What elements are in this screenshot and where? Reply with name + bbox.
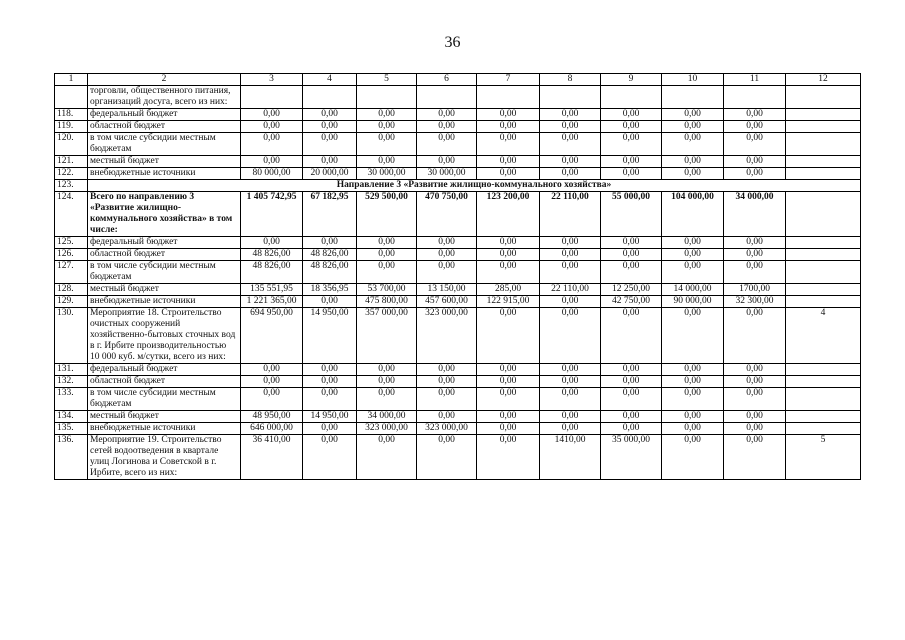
table-row: [55, 237, 861, 249]
row-name: Всего по направлению 3 «Развитие жилищно-коммунального хозяйства» в том числе:: [88, 192, 241, 237]
value-cell: 0,00: [477, 261, 540, 284]
column-number-row: [55, 74, 861, 86]
value-cell: 0,00: [477, 435, 540, 480]
value-cell: 0,00: [601, 237, 662, 249]
value-cell: 1 221 365,00: [241, 296, 303, 308]
row-number: 135.: [55, 423, 88, 435]
section-heading: Направление 3 «Развитие жилищно-коммунального хозяйства»: [88, 180, 861, 192]
table-row: [55, 296, 861, 308]
row-number: 131.: [55, 364, 88, 376]
indicator-cell: [786, 168, 861, 180]
value-cell: 285,00: [477, 284, 540, 296]
table-row: [55, 423, 861, 435]
value-cell: 0,00: [477, 109, 540, 121]
value-cell: 0,00: [540, 261, 601, 284]
value-cell: 529 500,00: [357, 192, 417, 237]
value-cell: 42 750,00: [601, 296, 662, 308]
value-cell: 0,00: [601, 168, 662, 180]
value-cell: 30 000,00: [417, 168, 477, 180]
row-number: 133.: [55, 388, 88, 411]
value-cell: 14 950,00: [303, 308, 357, 364]
row-name: Мероприятие 18. Строительство очистных сооружений хозяйственно-бытовых сточных вод в г. Ирбите производительностью 10 000 куб. м/сутки, всего из них:: [88, 308, 241, 364]
budget-table: [54, 73, 861, 480]
value-cell: 0,00: [662, 121, 724, 133]
value-cell: 0,00: [357, 364, 417, 376]
value-cell: 0,00: [303, 133, 357, 156]
indicator-cell: [786, 261, 861, 284]
value-cell: 0,00: [724, 168, 786, 180]
value-cell: 0,00: [662, 423, 724, 435]
value-cell: 0,00: [303, 435, 357, 480]
row-number: 120.: [55, 133, 88, 156]
column-header: 3: [241, 74, 303, 86]
table-row: [55, 388, 861, 411]
value-cell: 0,00: [724, 121, 786, 133]
value-cell: 0,00: [477, 168, 540, 180]
value-cell: 0,00: [357, 121, 417, 133]
value-cell: 0,00: [477, 308, 540, 364]
indicator-cell: [786, 249, 861, 261]
value-cell: 323 000,00: [417, 423, 477, 435]
value-cell: 90 000,00: [662, 296, 724, 308]
row-name: Мероприятие 19. Строительство сетей водоотведения в квартале улиц Логинова и Советской в г. Ирбите, всего из них:: [88, 435, 241, 480]
row-number: 128.: [55, 284, 88, 296]
column-header: 10: [662, 74, 724, 86]
value-cell: 0,00: [241, 109, 303, 121]
value-cell: 0,00: [662, 376, 724, 388]
value-cell: 0,00: [540, 249, 601, 261]
value-cell: 0,00: [724, 435, 786, 480]
value-cell: 646 000,00: [241, 423, 303, 435]
indicator-cell: [786, 411, 861, 423]
value-cell: 12 250,00: [601, 284, 662, 296]
value-cell: 18 356,95: [303, 284, 357, 296]
value-cell: 1410,00: [540, 435, 601, 480]
value-cell: 0,00: [241, 364, 303, 376]
column-header: 9: [601, 74, 662, 86]
column-header: 7: [477, 74, 540, 86]
value-cell: 0,00: [303, 121, 357, 133]
indicator-cell: [786, 86, 861, 109]
row-number: 125.: [55, 237, 88, 249]
value-cell: 0,00: [303, 237, 357, 249]
row-number: 118.: [55, 109, 88, 121]
value-cell: 0,00: [540, 388, 601, 411]
value-cell: 0,00: [540, 308, 601, 364]
column-header: 11: [724, 74, 786, 86]
value-cell: 0,00: [724, 109, 786, 121]
value-cell: 0,00: [662, 237, 724, 249]
value-cell: 0,00: [601, 133, 662, 156]
value-cell: [662, 86, 724, 109]
row-name: в том числе субсидии местным бюджетам: [88, 261, 241, 284]
indicator-cell: [786, 121, 861, 133]
value-cell: 0,00: [601, 423, 662, 435]
value-cell: 0,00: [601, 388, 662, 411]
value-cell: 0,00: [241, 133, 303, 156]
row-number: 122.: [55, 168, 88, 180]
value-cell: 0,00: [417, 249, 477, 261]
indicator-cell: [786, 364, 861, 376]
value-cell: 0,00: [540, 109, 601, 121]
value-cell: 0,00: [357, 133, 417, 156]
value-cell: 0,00: [241, 156, 303, 168]
indicator-cell: [786, 237, 861, 249]
value-cell: 0,00: [357, 249, 417, 261]
value-cell: 0,00: [724, 261, 786, 284]
value-cell: 0,00: [417, 237, 477, 249]
value-cell: 48 826,00: [241, 249, 303, 261]
value-cell: 0,00: [357, 388, 417, 411]
row-number: 119.: [55, 121, 88, 133]
row-name: внебюджетные источники: [88, 423, 241, 435]
table-row: [55, 249, 861, 261]
value-cell: 135 551,95: [241, 284, 303, 296]
value-cell: 0,00: [241, 388, 303, 411]
value-cell: 0,00: [662, 261, 724, 284]
value-cell: 0,00: [601, 364, 662, 376]
value-cell: 457 600,00: [417, 296, 477, 308]
value-cell: 0,00: [417, 133, 477, 156]
value-cell: 13 150,00: [417, 284, 477, 296]
row-number: 121.: [55, 156, 88, 168]
value-cell: 0,00: [477, 423, 540, 435]
value-cell: 0,00: [724, 249, 786, 261]
value-cell: 1700,00: [724, 284, 786, 296]
value-cell: 0,00: [357, 109, 417, 121]
indicator-cell: [786, 376, 861, 388]
value-cell: 0,00: [662, 109, 724, 121]
table-row: [55, 156, 861, 168]
table-row: [55, 180, 861, 192]
row-name: местный бюджет: [88, 411, 241, 423]
indicator-cell: [786, 284, 861, 296]
value-cell: 48 826,00: [241, 261, 303, 284]
row-number: 130.: [55, 308, 88, 364]
row-name: областной бюджет: [88, 376, 241, 388]
value-cell: 22 110,00: [540, 284, 601, 296]
table-row: [55, 284, 861, 296]
value-cell: 0,00: [724, 133, 786, 156]
row-number: [55, 86, 88, 109]
row-number: 129.: [55, 296, 88, 308]
value-cell: 0,00: [724, 411, 786, 423]
value-cell: 0,00: [601, 249, 662, 261]
row-name: федеральный бюджет: [88, 237, 241, 249]
value-cell: 20 000,00: [303, 168, 357, 180]
indicator-cell: [786, 156, 861, 168]
value-cell: 0,00: [662, 308, 724, 364]
value-cell: [601, 86, 662, 109]
column-header: 1: [55, 74, 88, 86]
value-cell: 0,00: [601, 156, 662, 168]
value-cell: 0,00: [241, 237, 303, 249]
indicator-cell: [786, 133, 861, 156]
value-cell: 80 000,00: [241, 168, 303, 180]
table-row: [55, 192, 861, 237]
value-cell: 0,00: [540, 156, 601, 168]
value-cell: 0,00: [417, 364, 477, 376]
indicator-cell: [786, 192, 861, 237]
value-cell: 36 410,00: [241, 435, 303, 480]
value-cell: 122 915,00: [477, 296, 540, 308]
value-cell: 34 000,00: [357, 411, 417, 423]
value-cell: 0,00: [303, 156, 357, 168]
column-header: 6: [417, 74, 477, 86]
value-cell: 0,00: [477, 237, 540, 249]
value-cell: 0,00: [540, 133, 601, 156]
value-cell: 0,00: [303, 109, 357, 121]
value-cell: 0,00: [357, 156, 417, 168]
column-header: 2: [88, 74, 241, 86]
row-name: торговли, общественного питания, организаций досуга, всего из них:: [88, 86, 241, 109]
value-cell: 48 826,00: [303, 261, 357, 284]
value-cell: 0,00: [357, 237, 417, 249]
value-cell: 104 000,00: [662, 192, 724, 237]
column-header: 12: [786, 74, 861, 86]
value-cell: 0,00: [724, 364, 786, 376]
value-cell: 0,00: [601, 261, 662, 284]
row-number: 123.: [55, 180, 88, 192]
value-cell: 0,00: [540, 168, 601, 180]
value-cell: 470 750,00: [417, 192, 477, 237]
value-cell: 0,00: [724, 376, 786, 388]
table-row: [55, 411, 861, 423]
column-header: 4: [303, 74, 357, 86]
value-cell: [477, 86, 540, 109]
value-cell: 0,00: [540, 121, 601, 133]
row-name: местный бюджет: [88, 156, 241, 168]
value-cell: 0,00: [477, 133, 540, 156]
value-cell: 0,00: [303, 388, 357, 411]
value-cell: 0,00: [724, 156, 786, 168]
value-cell: 0,00: [477, 388, 540, 411]
value-cell: 55 000,00: [601, 192, 662, 237]
value-cell: 14 000,00: [662, 284, 724, 296]
value-cell: 48 826,00: [303, 249, 357, 261]
table-row: [55, 168, 861, 180]
row-number: 132.: [55, 376, 88, 388]
value-cell: 0,00: [417, 121, 477, 133]
value-cell: 0,00: [662, 249, 724, 261]
value-cell: 34 000,00: [724, 192, 786, 237]
value-cell: 0,00: [357, 376, 417, 388]
table-row: [55, 376, 861, 388]
table-row: [55, 308, 861, 364]
row-number: 127.: [55, 261, 88, 284]
value-cell: 0,00: [662, 411, 724, 423]
indicator-cell: [786, 388, 861, 411]
value-cell: 30 000,00: [357, 168, 417, 180]
row-number: 136.: [55, 435, 88, 480]
value-cell: 0,00: [241, 121, 303, 133]
value-cell: 0,00: [540, 296, 601, 308]
value-cell: 0,00: [417, 109, 477, 121]
value-cell: 0,00: [601, 376, 662, 388]
value-cell: 0,00: [303, 364, 357, 376]
indicator-cell: [786, 296, 861, 308]
row-name: местный бюджет: [88, 284, 241, 296]
table-row: [55, 261, 861, 284]
value-cell: 323 000,00: [357, 423, 417, 435]
indicator-cell: 5: [786, 435, 861, 480]
value-cell: 0,00: [662, 156, 724, 168]
indicator-cell: 4: [786, 308, 861, 364]
value-cell: [303, 86, 357, 109]
row-name: областной бюджет: [88, 121, 241, 133]
value-cell: 48 950,00: [241, 411, 303, 423]
row-name: внебюджетные источники: [88, 168, 241, 180]
value-cell: 0,00: [724, 237, 786, 249]
value-cell: 0,00: [540, 237, 601, 249]
table-row: [55, 364, 861, 376]
value-cell: 0,00: [477, 156, 540, 168]
row-name: федеральный бюджет: [88, 109, 241, 121]
value-cell: 0,00: [601, 121, 662, 133]
value-cell: [724, 86, 786, 109]
page-number: 36: [444, 34, 461, 51]
value-cell: 0,00: [477, 411, 540, 423]
value-cell: 0,00: [601, 109, 662, 121]
indicator-cell: [786, 109, 861, 121]
value-cell: 0,00: [662, 133, 724, 156]
value-cell: 0,00: [477, 249, 540, 261]
indicator-cell: [786, 423, 861, 435]
value-cell: 0,00: [540, 364, 601, 376]
value-cell: 0,00: [724, 388, 786, 411]
value-cell: 0,00: [417, 261, 477, 284]
value-cell: 0,00: [724, 423, 786, 435]
value-cell: 0,00: [662, 435, 724, 480]
value-cell: 0,00: [601, 308, 662, 364]
table-row: [55, 435, 861, 480]
value-cell: 14 950,00: [303, 411, 357, 423]
value-cell: 0,00: [662, 364, 724, 376]
value-cell: 0,00: [417, 376, 477, 388]
value-cell: 0,00: [601, 411, 662, 423]
value-cell: 0,00: [357, 435, 417, 480]
value-cell: 0,00: [477, 121, 540, 133]
row-name: в том числе субсидии местным бюджетам: [88, 133, 241, 156]
value-cell: 0,00: [417, 435, 477, 480]
value-cell: 0,00: [241, 376, 303, 388]
value-cell: 67 182,95: [303, 192, 357, 237]
value-cell: 0,00: [357, 261, 417, 284]
row-name: внебюджетные источники: [88, 296, 241, 308]
value-cell: 0,00: [724, 308, 786, 364]
value-cell: 0,00: [477, 364, 540, 376]
table-row: [55, 109, 861, 121]
value-cell: 0,00: [477, 376, 540, 388]
value-cell: 1 405 742,95: [241, 192, 303, 237]
table-row: [55, 133, 861, 156]
value-cell: 694 950,00: [241, 308, 303, 364]
row-number: 126.: [55, 249, 88, 261]
value-cell: 0,00: [303, 423, 357, 435]
value-cell: 53 700,00: [357, 284, 417, 296]
table-body: [55, 86, 861, 480]
value-cell: [241, 86, 303, 109]
value-cell: [540, 86, 601, 109]
value-cell: 0,00: [540, 423, 601, 435]
value-cell: 0,00: [662, 388, 724, 411]
column-header: 5: [357, 74, 417, 86]
row-number: 124.: [55, 192, 88, 237]
value-cell: [357, 86, 417, 109]
table-row: [55, 121, 861, 133]
row-name: в том числе субсидии местным бюджетам: [88, 388, 241, 411]
value-cell: 475 800,00: [357, 296, 417, 308]
value-cell: 0,00: [540, 376, 601, 388]
value-cell: 0,00: [417, 411, 477, 423]
value-cell: 22 110,00: [540, 192, 601, 237]
value-cell: 0,00: [540, 411, 601, 423]
column-header: 8: [540, 74, 601, 86]
value-cell: 32 300,00: [724, 296, 786, 308]
value-cell: [417, 86, 477, 109]
value-cell: 323 000,00: [417, 308, 477, 364]
value-cell: 0,00: [662, 168, 724, 180]
row-number: 134.: [55, 411, 88, 423]
value-cell: 35 000,00: [601, 435, 662, 480]
row-name: федеральный бюджет: [88, 364, 241, 376]
value-cell: 0,00: [417, 156, 477, 168]
value-cell: 123 200,00: [477, 192, 540, 237]
value-cell: 0,00: [303, 296, 357, 308]
table-row: [55, 86, 861, 109]
value-cell: 357 000,00: [357, 308, 417, 364]
row-name: областной бюджет: [88, 249, 241, 261]
value-cell: 0,00: [303, 376, 357, 388]
value-cell: 0,00: [417, 388, 477, 411]
